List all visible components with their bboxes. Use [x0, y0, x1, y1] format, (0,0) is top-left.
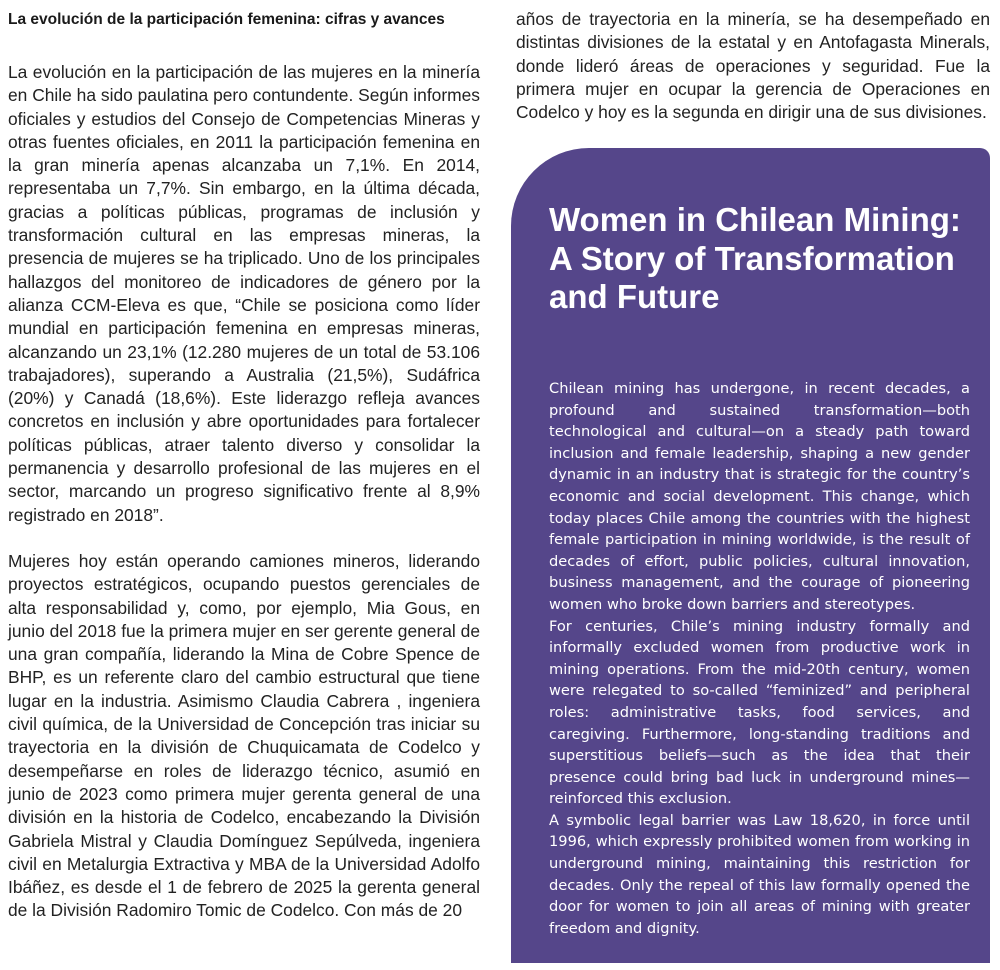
left-column [8, 10, 480, 923]
right-column [516, 8, 990, 124]
feature-box [511, 148, 990, 963]
feature-paragraph: A symbolic legal barrier was Law 18,620, in force until 1996, which expressly prohibited women from working in underground mining, maintaining this restriction for decades. Only the repeal of this law formally opened the door for women to join all areas of mining with greater freedom and dignity. [549, 811, 970, 937]
body-paragraph-continued: años de trayectoria en la minería, se ha desempeñado en distintas divisiones de la estatal y en Antofagasta Minerals, donde lideró áreas de operaciones y seguridad. Fue la primera mujer en ocupar la gerencia de Operaciones en Codelco y hoy es la segunda en dirigir una de sus divisiones. [516, 9, 990, 123]
body-paragraph: Mujeres hoy están operando camiones mineros, liderando proyectos estratégicos, ocupando puestos gerenciales de alta responsabilidad y, como, por ejemplo, Mia Gous, en junio del 2018 fue la primera mujer en ser gerente general de una gran compañía, liderando la Mina de Cobre Spence de BHP, es un referente claro del cambio estructural que tiene lugar en la industria. Asimismo Claudia Cabrera , ingeniera civil química, de la Universidad de Concepción tras iniciar su trayectoria en la división de Chuquicamata de Codelco y desempeñarse en roles de liderazgo técnico, asumió en junio de 2023 como primera mujer gerenta general de una división en la historia de Codelco, encabezando la División Gabriela Mistral y Claudia Domínguez Sepúlveda, ingeniera civil en Metalurgia Extractiva y MBA de la Universidad Adolfo Ibáñez, es desde el 1 de febrero de 2025 la gerenta general de la División Radomiro Tomic de Codelco. Con más de 20 [8, 550, 480, 921]
section-heading: La evolución de la participación femenina: cifras y avances [8, 11, 445, 28]
feature-paragraph: For centuries, Chile’s mining industry formally and informally excluded women from productive work in mining operations. From the mid-20th century, women were relegated to so-called “feminized” and peripheral roles: administrative tasks, food services, and caregiving. Furthermore, long-standing traditions and superstitious beliefs—such as the idea that their presence could bring bad luck in underground mines—reinforced this exclusion. [549, 617, 970, 808]
feature-body [549, 378, 970, 939]
body-paragraph: La evolución en la participación de las mujeres en la minería en Chile ha sido paulatina pero contundente. Según informes oficiales y estudios del Consejo de Competencias Mineras y otras fuentes oficiales, en 2011 la participación femenina en la gran minería apenas alcanzaba un 7,1%. En 2014, representaba un 7,7%. Sin embargo, en la última década, gracias a políticas públicas, programas de inclusión y transformación cultural en las empresas mineras, la presencia de mujeres se ha triplicado. Uno de los principales hallazgos del monitoreo de indicadores de género por la alianza CCM-Eleva es que, “Chile se posiciona como líder mundial en participación femenina en empresas mineras, alcanzando un 23,1% (12.280 mujeres de un total de 53.106 trabajadores), superando a Australia (21,5%), Sudáfrica (20%) y Canadá (18,6%). Este liderazgo refleja avances concretos en inclusión y abre oportunidades para fortalecer políticas públicas, atraer talento diverso y consolidar la permanencia y desarrollo profesional de las mujeres en el sector, marcando un progreso significativo frente al 8,9% registrado en 2018”. [8, 62, 480, 525]
feature-paragraph: Chilean mining has undergone, in recent decades, a profound and sustained transformation—both technological and cultural—on a steady path toward inclusion and female leadership, shaping a new gender dynamic in an industry that is strategic for the country’s economic and social development. This change, which today places Chile among the countries with the highest female participation in mining worldwide, is the result of decades of effort, public policies, cultural innovation, business management, and the courage of pioneering women who broke down barriers and stereotypes. [549, 380, 970, 613]
feature-title: Women in Chilean Mining: A Story of Transformation and Future [549, 201, 961, 315]
